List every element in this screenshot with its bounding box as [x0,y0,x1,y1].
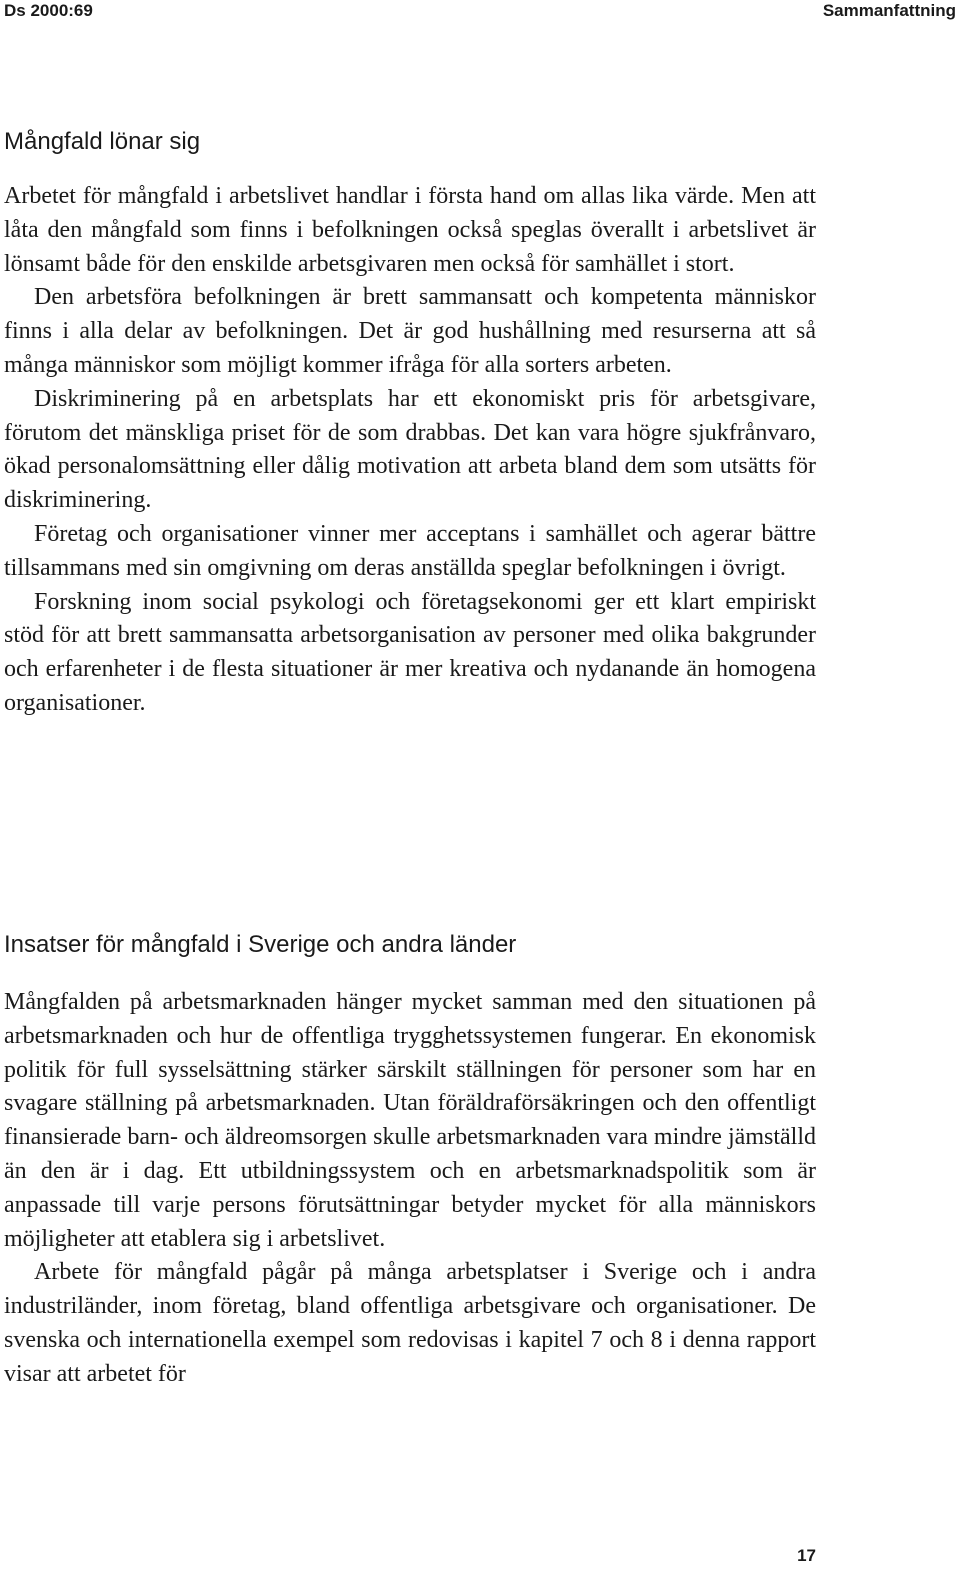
paragraph: Företag och organisationer vinner mer acceptans i samhället och agerar bättre tillsammans med sin omgivning om deras anställda speglar befolkningen i övrigt. [4,520,816,581]
document-reference: Ds 2000:69 [4,1,93,20]
paragraph: Diskriminering på en arbetsplats har ett ekonomiskt pris för arbetsgivare, förutom det mänskliga priset för de som drabbas. Det kan vara högre sjukfrånvaro, ökad personalomsättning eller dålig motivation att arbeta bland dem som utsätts för diskriminering. [4,385,816,514]
chapter-title: Sammanfattning [822,1,956,20]
paragraph: Arbete för mångfald pågår på många arbetsplatser i Sverige och i andra industriländer, inom företag, bland offentliga arbetsgivare och organisationer. De svenska och internationella exempel som redovisas i kapitel 7 och 8 i denna rapport visar att arbetet för [4,1259,816,1387]
section-body-insatser-for-mangfald [4,986,816,1392]
paragraph: Arbetet för mångfald i arbetslivet handlar i första hand om allas lika värde. Men att låta den mångfald som finns i befolkningen också speglas överallt i arbetslivet är lönsamt både för den enskilde arbetsgivaren men också för samhället i stort. [4,183,816,277]
section-heading-mangfald-lonar-sig: Mångfald lönar sig [4,128,201,155]
section-heading-insatser-for-mangfald: Insatser för mångfald i Sverige och andra länder [4,931,517,958]
section-body-mangfald-lonar-sig [4,180,816,721]
running-header [4,0,956,22]
page-number: 17 [797,1546,816,1565]
paragraph: Forskning inom social psykologi och företagsekonomi ger ett klart empiriskt stöd för att brett sammansatta arbetsorganisation av personer med olika bakgrunder och erfarenheter i de flesta situationer är mer kreativa och nydanande än homogena organisationer. [4,588,816,716]
paragraph: Mångfalden på arbetsmarknaden hänger mycket samman med den situationen på arbetsmarknaden och hur de offentliga trygghetssystemen fungerar. En ekonomisk politik för full sysselsättning stärker särskilt ställningen för personer som har en svagare ställning på arbetsmarknaden. Utan föräldraförsäkringen och den offentligt finansierade barn- och äldreomsorgen skulle arbetsmarknaden vara mindre jämställd än den är i dag. Ett utbildningssystem och en arbetsmarknadspolitik som är anpassade till varje persons förutsättningar betyder mycket för alla människors möjligheter att etablera sig i arbetslivet. [4,989,816,1252]
paragraph: Den arbetsföra befolkningen är brett sammansatt och kompetenta människor finns i alla delar av befolkningen. Det är god hushållning med resurserna att så många människor som möjligt kommer ifråga för alla sorters arbeten. [4,284,816,378]
